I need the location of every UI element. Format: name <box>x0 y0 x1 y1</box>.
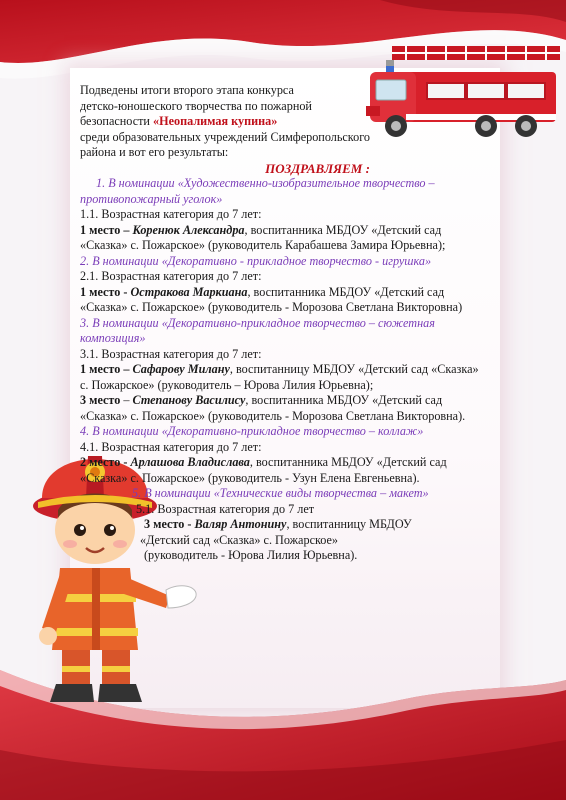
age-category: 1.1. Возрастная категория до 7 лет: <box>80 207 262 221</box>
winner-line <box>80 223 520 239</box>
winner-details: , воспитанника МБДОУ «Детский сад <box>247 284 445 299</box>
nomination-title: противопожарный уголок» <box>80 191 223 206</box>
separator: - <box>120 284 131 299</box>
place-label: 1 место <box>80 222 121 237</box>
age-category: 3.1. Возрастная категория до 7 лет: <box>80 346 262 361</box>
winner-details-line: «Сказка» с. Пожарское» (руководитель - Морозова Светлана Викторовна). <box>80 408 466 423</box>
place-label: 1 место <box>80 362 121 376</box>
winner-name: Валяр Антонину <box>194 517 287 531</box>
winner-details-line: с. Пожарское» (руководитель – Юрова Лилия Юрьевна); <box>80 377 374 392</box>
winner-details: , воспитанника МБДОУ «Детский сад <box>245 393 443 407</box>
winner-details: , воспитанника МБДОУ «Детский сад <box>249 455 447 469</box>
winner-details-line: «Сказка» с. Пожарское» (руководитель - Узун Елена Евгеньевна). <box>80 470 420 485</box>
winner-details-line: «Детский сад «Сказка» с. Пожарское» <box>140 532 339 547</box>
winner-details-line: «Сказка» с. Пожарское» (руководитель - Морозова Светлана Викторовна) <box>80 300 463 314</box>
winner-line <box>80 517 520 533</box>
separator: – <box>120 362 133 376</box>
winner-details: , воспитанницу МБДОУ «Детский сад «Сказка» <box>229 362 479 376</box>
nomination-title: 2. В номинации «Декоративно - прикладное творчество - игрушка» <box>80 253 432 268</box>
intro-line: среди образовательных учреждений Симферопольского <box>80 129 370 144</box>
nomination-title: 3. В номинации «Декоративно-прикладное творчество – сюжетная <box>80 315 435 330</box>
winner-details: , воспитанника МБДОУ «Детский сад <box>244 222 442 237</box>
winner-name: Степанову Василису <box>132 393 246 407</box>
nomination-title: 1. В номинации «Художественно-изобразительное творчество – <box>96 176 435 190</box>
winner-line <box>80 285 520 301</box>
contest-name: «Неопалимая купина» <box>153 114 278 128</box>
winner-name: Арлашова Владислава <box>130 455 250 469</box>
winner-name: Сафарову Милану <box>132 362 230 376</box>
nomination-title: 4. В номинации «Декоративно-прикладное творчество – коллаж» <box>80 424 424 438</box>
winner-line <box>80 393 520 409</box>
winner-details-line: (руководитель - Юрова Лилия Юрьевна). <box>144 548 358 562</box>
intro-line: Подведены итоги второго этапа конкурса <box>80 83 294 97</box>
winner-details-line: «Сказка» с. Пожарское» (руководитель Карабашева Замира Юрьевна); <box>80 238 446 252</box>
separator: - <box>120 455 131 469</box>
congrats-heading: ПОЗДРАВЛЯЕМ : <box>265 160 370 176</box>
place-label: 3 место <box>80 393 121 407</box>
place-label: 3 место <box>144 517 185 531</box>
age-category: 2.1. Возрастная категория до 7 лет: <box>80 269 262 283</box>
intro-line <box>80 114 520 130</box>
intro-line: района и вот его результаты: <box>80 145 229 159</box>
separator: – <box>120 222 133 237</box>
winner-line <box>80 362 520 378</box>
separator: - <box>184 517 195 531</box>
age-category: 5.1. Возрастная категория до 7 лет <box>136 501 315 516</box>
winner-name: Остракова Маркиана <box>130 284 248 299</box>
results-document <box>80 83 520 564</box>
intro-prefix: безопасности <box>80 114 154 128</box>
place-label: 2 место <box>80 455 121 469</box>
winner-line <box>80 455 520 471</box>
winner-details: , воспитанницу МБДОУ <box>286 517 412 531</box>
separator: – <box>120 393 133 407</box>
place-label: 1 место <box>80 284 121 299</box>
intro-line: детско-юношеского творчества по пожарной <box>80 98 312 113</box>
age-category: 4.1. Возрастная категория до 7 лет: <box>80 439 262 454</box>
nomination-title: 5. В номинации «Технические виды творчества – макет» <box>132 486 429 500</box>
nomination-title: композиция» <box>80 331 146 345</box>
winner-name: Коренюк Александра <box>132 222 245 237</box>
